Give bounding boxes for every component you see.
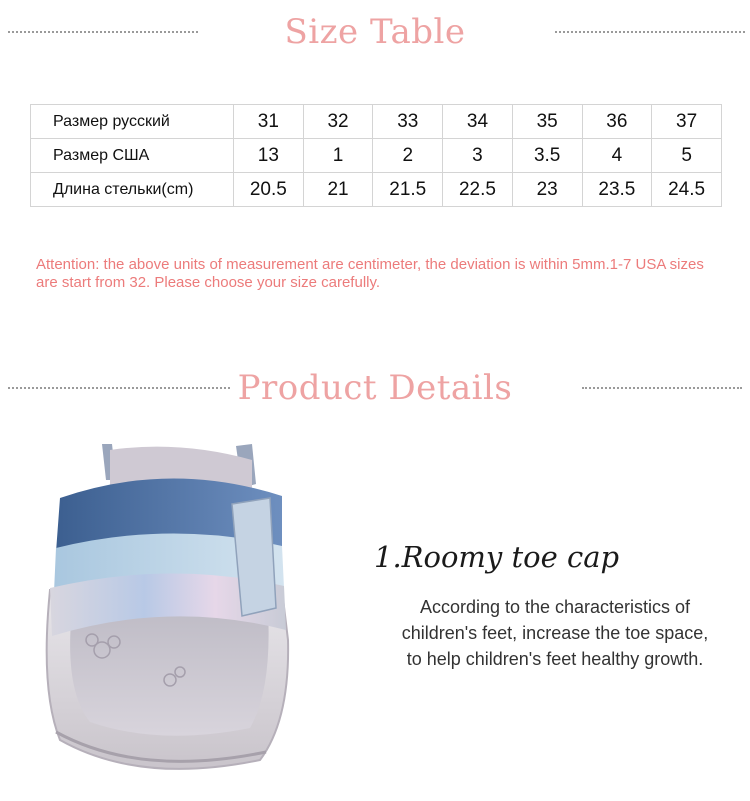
table-cell: 36 bbox=[582, 105, 652, 139]
table-cell: 20.5 bbox=[234, 173, 304, 207]
row-label: Размер русский bbox=[31, 105, 234, 139]
table-cell: 35 bbox=[512, 105, 582, 139]
table-cell: 3 bbox=[443, 139, 513, 173]
dotted-divider-right bbox=[555, 31, 745, 33]
size-table bbox=[30, 104, 722, 207]
feature-description-line: According to the characteristics of bbox=[419, 597, 691, 617]
size-table-heading: Size Table bbox=[284, 12, 466, 52]
feature-title: 1.Roomy toe cap bbox=[374, 540, 620, 574]
table-cell: 4 bbox=[582, 139, 652, 173]
product-details-heading-row bbox=[0, 368, 750, 408]
table-cell: 21 bbox=[303, 173, 373, 207]
table-cell: 3.5 bbox=[512, 139, 582, 173]
table-cell: 2 bbox=[373, 139, 443, 173]
table-row bbox=[31, 173, 722, 207]
table-cell: 23 bbox=[512, 173, 582, 207]
feature-description bbox=[370, 594, 740, 672]
table-cell: 1 bbox=[303, 139, 373, 173]
table-cell: 34 bbox=[443, 105, 513, 139]
table-row bbox=[31, 139, 722, 173]
table-cell: 37 bbox=[652, 105, 722, 139]
table-cell: 32 bbox=[303, 105, 373, 139]
attention-note: Attention: the above units of measurement are centimeter, the deviation is within 5mm.1-7 USA sizes are start from 32. Please choose your size carefully. bbox=[36, 256, 704, 291]
row-label: Длина стельки(cm) bbox=[31, 173, 234, 207]
product-details-heading: Product Details bbox=[237, 368, 513, 408]
table-cell: 13 bbox=[234, 139, 304, 173]
feature-description-line: children's feet, increase the toe space, bbox=[401, 623, 709, 643]
dotted-divider-right bbox=[582, 387, 742, 389]
table-cell: 33 bbox=[373, 105, 443, 139]
sandal-photo bbox=[20, 440, 320, 790]
table-row bbox=[31, 105, 722, 139]
table-cell: 5 bbox=[652, 139, 722, 173]
table-cell: 23.5 bbox=[582, 173, 652, 207]
table-cell: 21.5 bbox=[373, 173, 443, 207]
table-cell: 24.5 bbox=[652, 173, 722, 207]
row-label: Размер США bbox=[31, 139, 234, 173]
table-cell: 31 bbox=[234, 105, 304, 139]
size-table-heading-row bbox=[0, 12, 750, 52]
feature-description-line: to help children's feet healthy growth. bbox=[406, 649, 704, 669]
table-cell: 22.5 bbox=[443, 173, 513, 207]
